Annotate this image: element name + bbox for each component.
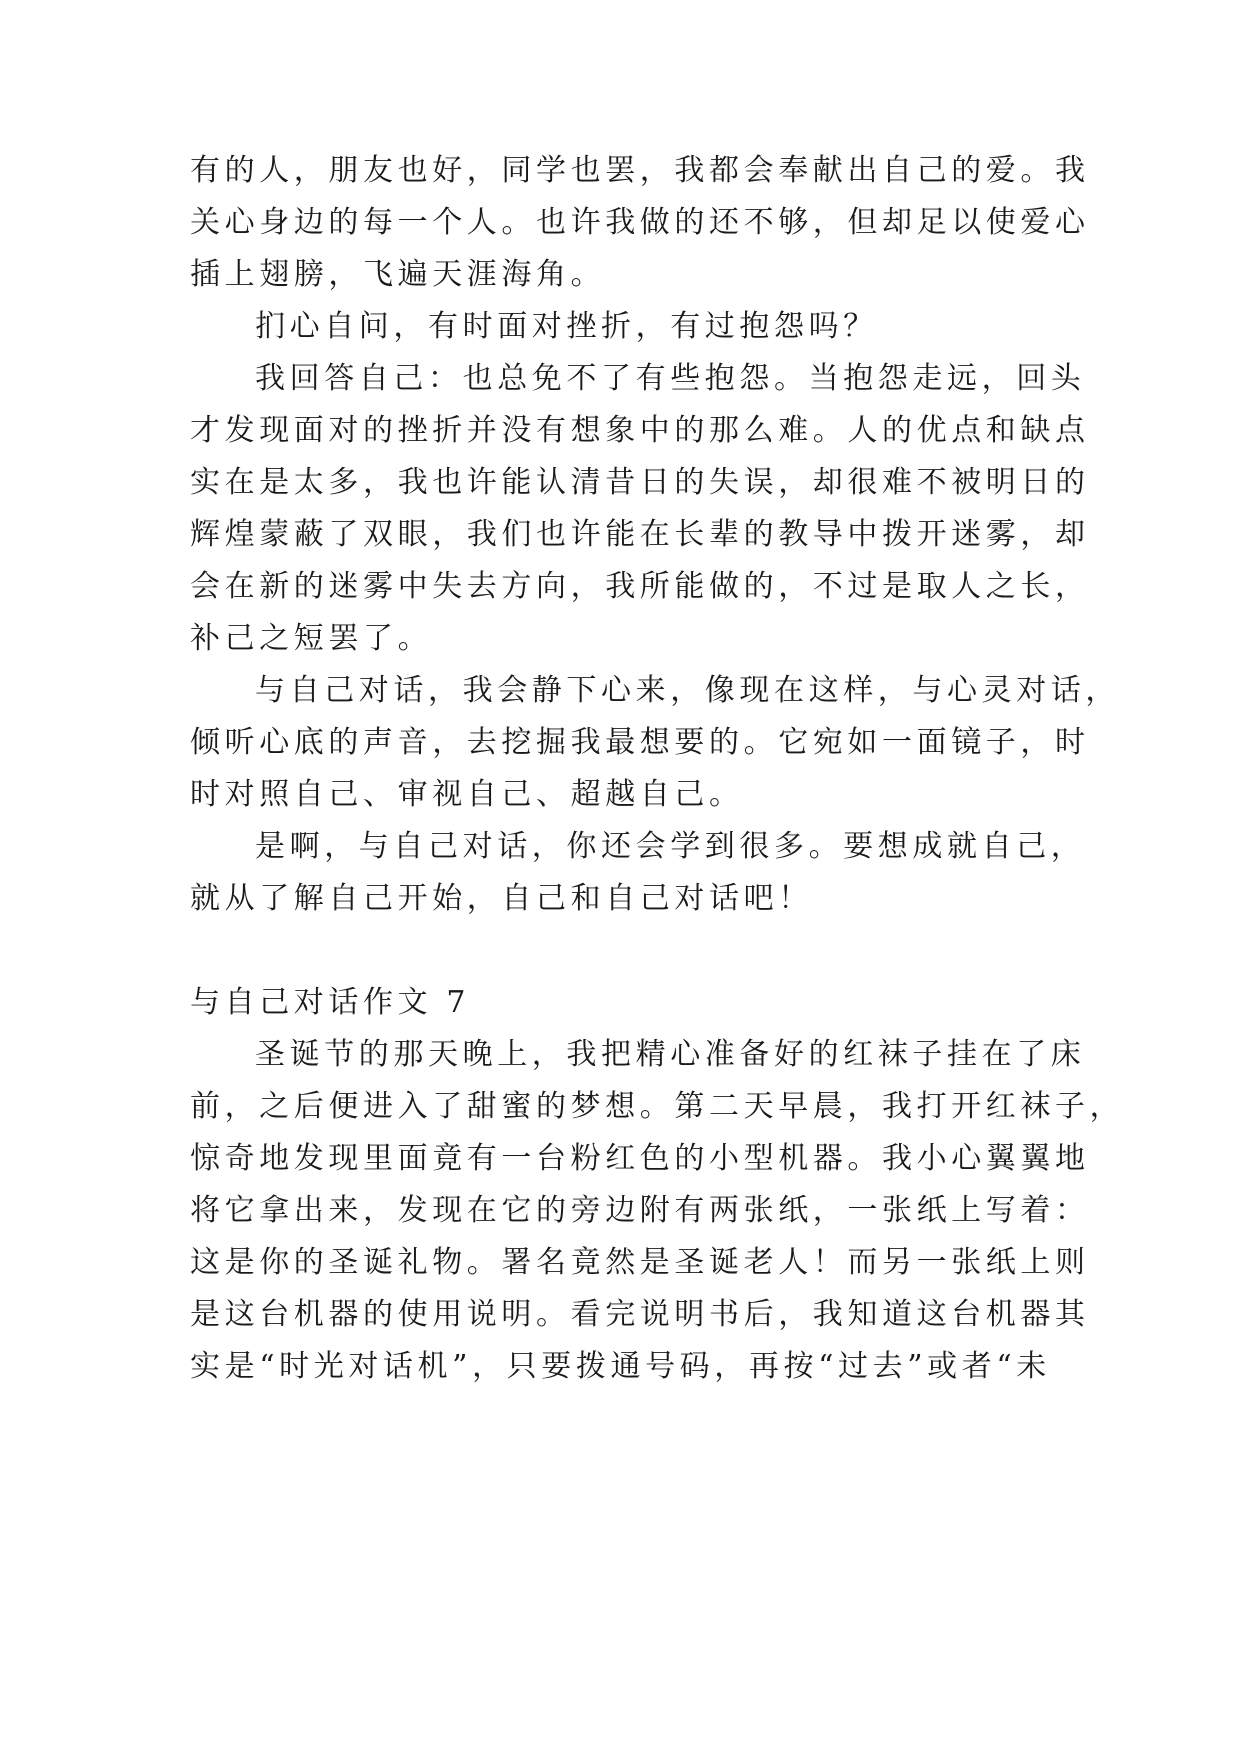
question-line: 扪心自问，有时面对挫折，有过抱怨吗？ xyxy=(255,309,878,344)
paragraph-line: 我回答自己：也总免不了有些抱怨。当抱怨走远，回头 xyxy=(255,361,1086,396)
paragraph-line: 前，之后便进入了甜蜜的梦想。第二天早晨，我打开红袜子， xyxy=(190,1089,1125,1124)
paragraph-line: 才发现面对的挫折并没有想象中的那么难。人的优点和缺点 xyxy=(190,413,1090,448)
section-title: 与自己对话作文 7 xyxy=(190,985,471,1020)
paragraph-line: 就从了解自己开始，自己和自己对话吧！ xyxy=(190,881,813,916)
paragraph-line: 插上翅膀，飞遍天涯海角。 xyxy=(190,257,606,292)
paragraph-line: 关心身边的每一个人。也许我做的还不够，但却足以使爱心 xyxy=(190,205,1090,240)
paragraph-line: 是啊，与自己对话，你还会学到很多。要想成就自己， xyxy=(255,829,1086,864)
paragraph-line: 惊奇地发现里面竟有一台粉红色的小型机器。我小心翼翼地 xyxy=(190,1141,1090,1176)
paragraph-line: 有的人，朋友也好，同学也罢，我都会奉献出自己的爱。我 xyxy=(190,153,1090,188)
paragraph-line: 实在是太多，我也许能认清昔日的失误，却很难不被明日的 xyxy=(190,465,1090,500)
paragraph-line: 会在新的迷雾中失去方向，我所能做的，不过是取人之长， xyxy=(190,569,1090,604)
paragraph-line: 时对照自己、审视自己、超越自己。 xyxy=(190,777,744,812)
paragraph-line: 是这台机器的使用说明。看完说明书后，我知道这台机器其 xyxy=(190,1297,1090,1332)
paragraph-line: 圣诞节的那天晚上，我把精心准备好的红袜子挂在了床 xyxy=(255,1037,1086,1072)
paragraph-line: 辉煌蒙蔽了双眼，我们也许能在长辈的教导中拨开迷雾，却 xyxy=(190,517,1090,552)
paragraph-line: 这是你的圣诞礼物。署名竟然是圣诞老人！而另一张纸上则 xyxy=(190,1245,1090,1280)
paragraph-line: 补己之短罢了。 xyxy=(190,621,433,656)
paragraph-line: 与自己对话，我会静下心来，像现在这样，与心灵对话， xyxy=(255,673,1120,708)
paragraph-line: 倾听心底的声音，去挖掘我最想要的。它宛如一面镜子，时 xyxy=(190,725,1090,760)
paragraph-line: 实是“时光对话机”，只要拨通号码，再按“过去”或者“未 xyxy=(190,1349,1051,1384)
paragraph-line: 将它拿出来，发现在它的旁边附有两张纸，一张纸上写着： xyxy=(190,1193,1090,1228)
